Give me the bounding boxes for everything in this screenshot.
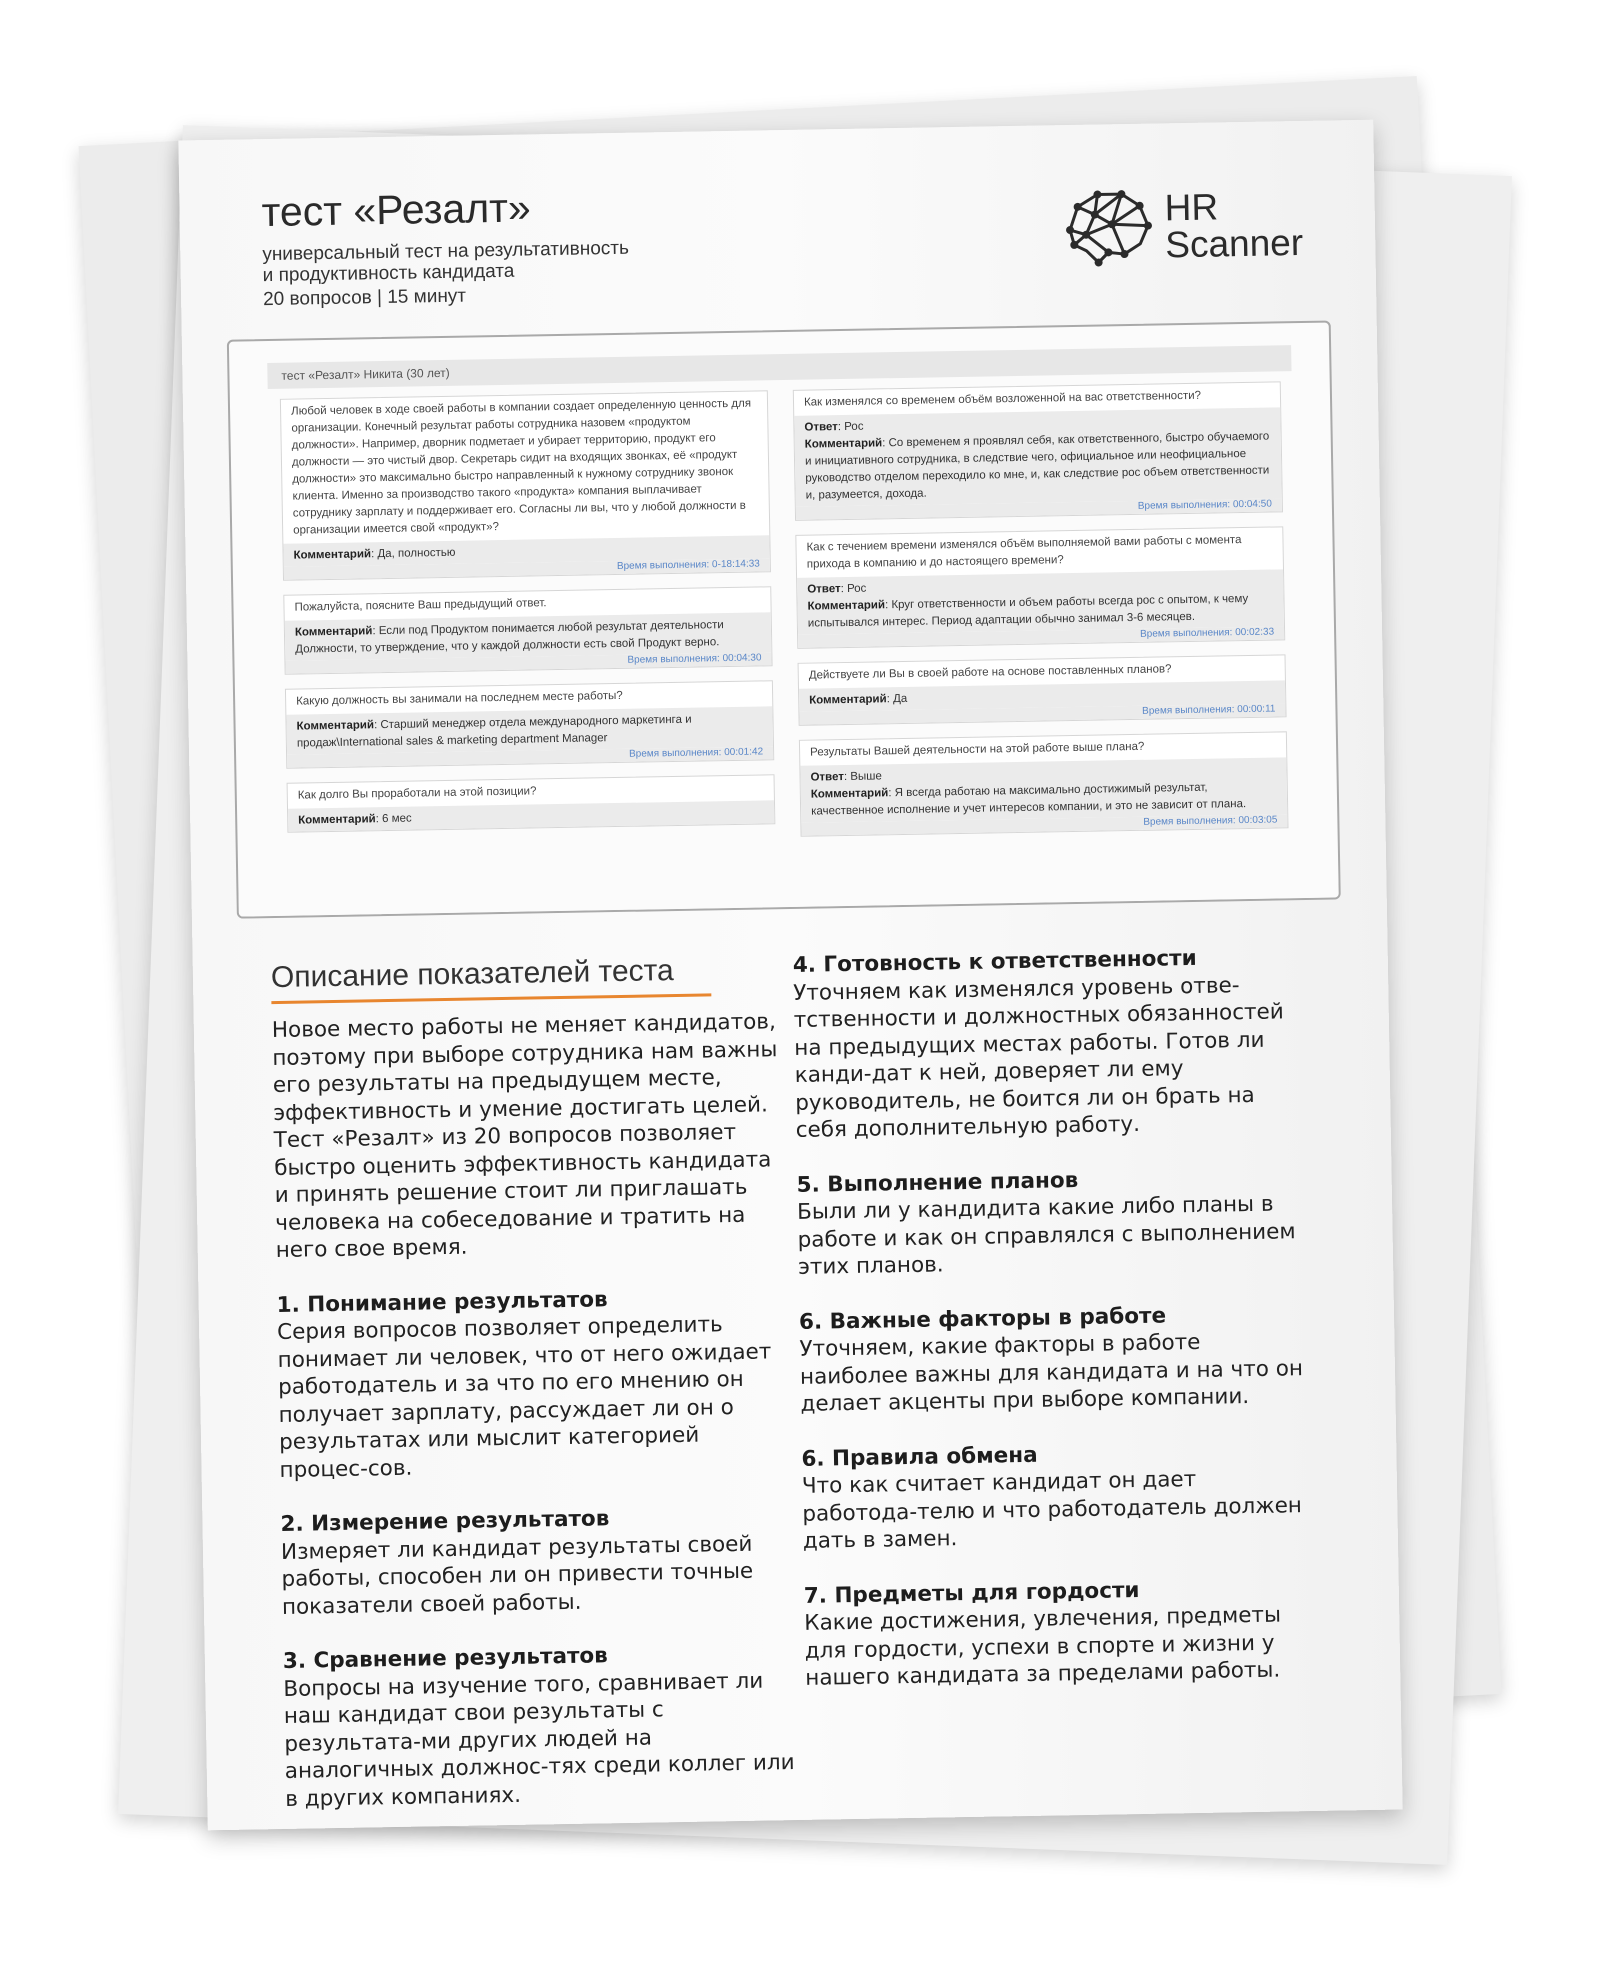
comment-value: : Если под Продуктом понимается любой результат деятельности Должности, то утверждение, что у каждой должности есть свой Продукт верно.	[295, 619, 724, 656]
indicator-text: Были ли у кандидита какие либо планы в работе и как он справлялся с выполнением этих планов.	[796, 1191, 1296, 1280]
answer-label: Ответ	[810, 771, 845, 784]
completion-time: Время выполнения: 00:00:11	[799, 703, 1285, 724]
indicator-block	[796, 1163, 1308, 1282]
card-question: Какую должность вы занимали на последнем месте работы?	[296, 689, 623, 708]
indicator-text: Уточняем, какие факторы в работе наиболее важны для кандидата и на что он делает акценты при выборе компании.	[799, 1329, 1304, 1417]
indicator-block	[799, 1300, 1311, 1419]
comment-label: Комментарий	[810, 787, 889, 801]
completion-time: Время выполнения: 00:02:33	[798, 626, 1284, 647]
card-question: Как с течением времени изменялся объём выполняемой вами работы с момента прихода в компанию и до настоящего времени?	[806, 534, 1242, 571]
indicator-text: Вопросы на изучение того, сравнивает ли наш кандидат свои результаты с результата-ми других людей на аналогичных должнос-тях среди коллег или в других компаниях.	[283, 1668, 795, 1812]
answer-value: : Рос	[837, 420, 864, 434]
comment-row	[807, 591, 1274, 633]
card-answer-block	[797, 569, 1284, 634]
card-question: Результаты Вашей деятельности на этой работе выше плана?	[810, 740, 1145, 759]
fade-overlay	[238, 852, 1339, 916]
section-title-underline	[271, 993, 711, 1004]
comment-row	[298, 804, 764, 829]
indicator-block	[283, 1639, 796, 1813]
indicator-heading: 6. Важные факторы в работе	[798, 1302, 1167, 1335]
answer-value: : Выше	[843, 770, 882, 784]
card-question: Действуете ли Вы в своей работе на основе поставленных планов?	[808, 663, 1172, 682]
description-column-right	[793, 943, 1316, 1719]
completion-time: Время выполнения: 0-18:14:33	[284, 558, 770, 579]
test-results-screenshot	[227, 320, 1341, 918]
comment-value: : Да, полностью	[370, 546, 456, 561]
hr-scanner-logo	[1059, 181, 1321, 276]
brain-network-icon	[1059, 184, 1155, 271]
logo-text-line: HR	[1164, 186, 1219, 229]
result-card	[283, 586, 772, 675]
card-question: Пожалуйста, поясните Ваш предыдущий ответ.	[294, 597, 547, 614]
completion-time: Время выполнения: 00:04:50	[796, 498, 1282, 519]
indicator-heading: 3. Сравнение результатов	[282, 1643, 609, 1674]
card-question: Как долго Вы проработали на этой позиции?	[297, 785, 537, 802]
card-answer-block	[794, 407, 1282, 506]
subtitle-line: и продуктивность кандидата	[262, 260, 515, 287]
comment-value: : Старший менеджер отдела международного маркетинга и продаж\International sales & marketing department Manager	[296, 713, 692, 750]
indicator-heading: 5. Выполнение планов	[796, 1167, 1079, 1198]
comment-label: Комментарий	[809, 693, 887, 707]
indicator-block	[804, 1573, 1316, 1692]
result-card	[287, 774, 776, 833]
result-card	[799, 731, 1289, 837]
indicator-text: Измеряет ли кандидат результаты своей работы, способен ли он привести точные показатели своей работы.	[280, 1531, 754, 1620]
logo-text-line: Scanner	[1164, 221, 1304, 266]
comment-row	[295, 616, 762, 658]
card-answer-block	[800, 757, 1287, 822]
answer-value: : Рос	[840, 582, 867, 596]
indicator-text: Какие достижения, увлечения, предметы для гордости, успехи в спорте и жизни у нашего кандидата за пределами работы.	[804, 1602, 1282, 1691]
result-card	[798, 654, 1287, 726]
comment-value: : Да	[886, 692, 908, 706]
indicator-block	[801, 1436, 1313, 1555]
indicator-heading: 6. Правила обмена	[801, 1442, 1038, 1472]
comment-label: Комментарий	[804, 437, 883, 451]
comment-label: Комментарий	[296, 719, 375, 733]
card-question: Любой человек в ходе своей работы в компании создает определенную ценность для организации. Конечный результат работы сотрудника назовем «продуктом должности». Например, дворник подметает и убирает территорию, продукт его должности — это чистый двор. Секретарь сидит на входящих звонках, её «продукт должности» это максимально быстро направленный к нужному сотруднику звонок клиента. Именно за производство такого «продукта» компания выплачивает сотруднику зарплату и поддерживает его. Согласны ли вы, что у любой должности в организации имеется свой «продукт»?	[290, 397, 752, 537]
comment-row	[811, 778, 1278, 820]
subtitle-line: универсальный тест на результативность	[262, 237, 630, 266]
comment-value: : 6 мес	[375, 812, 412, 826]
intro-text: Новое место работы не меняет кандидатов, поэтому при выборе сотрудника нам важны его результаты на предыдущем месте, эффективность и умение достигать целей. Тест «Резалт» из 20 вопросов позволяет быстро оценить эффективность кандидата и принять решение стоит ли приглашать человека на собеседование и тратить на него свое время.	[271, 1009, 778, 1264]
page-subtitle	[262, 235, 783, 286]
completion-time: Время выполнения: 00:01:42	[287, 746, 773, 767]
indicator-heading: 4. Готовность к ответственности	[792, 945, 1197, 978]
comment-label: Комментарий	[298, 813, 376, 827]
comment-value: : Со временем я проявлял себя, как ответственного, быстро обучаемого и инициативного сотрудника, в следствие чего, официальное или неофициальное руководство отделом переходило ко мне, и, как следствие рос объем ответственности и, разумеется, дохода.	[804, 430, 1270, 502]
comment-label: Комментарий	[294, 625, 373, 639]
indicator-heading: 7. Предметы для гордости	[803, 1577, 1140, 1609]
completion-time: Время выполнения: 00:03:05	[801, 814, 1287, 835]
results-column-left	[280, 390, 776, 846]
indicator-heading: 2. Измерение результатов	[280, 1506, 610, 1537]
result-card	[280, 390, 771, 580]
comment-value: : Круг ответственности и объем работы всегда рос с опытом, к чему испытывался интерес. Период адаптации обычно занимал 3-6 месяцев.	[807, 592, 1249, 630]
answer-label: Ответ	[807, 583, 841, 596]
comment-label: Комментарий	[293, 548, 372, 562]
card-question: Как изменялся со временем объём возложенной на вас ответственности?	[803, 389, 1202, 409]
test-meta: 20 вопросов | 15 минут	[262, 285, 467, 311]
comment-label: Комментарий	[807, 599, 886, 613]
indicator-block	[793, 943, 1306, 1144]
indicator-block	[276, 1283, 789, 1484]
document-page	[178, 120, 1402, 1831]
comment-row	[805, 429, 1272, 505]
results-title-bar: тест «Резалт» Никита (30 лет)	[267, 345, 1291, 389]
result-card	[793, 381, 1283, 520]
result-card	[795, 526, 1285, 648]
indicator-text: Уточняем как изменялся уровень отве-тственности и должностных обязанностей на предыдущих местах работы. Готов ли канди-дат к ней, доверяет ли ему руководитель, не боится ли он брать на себя дополнительную работу.	[793, 972, 1284, 1143]
completion-time: Время выполнения: 00:04:30	[285, 652, 771, 673]
section-title: Описание показателей теста	[270, 954, 674, 995]
indicator-block	[280, 1502, 792, 1621]
indicator-heading: 1. Понимание результатов	[276, 1286, 608, 1318]
results-column-right	[793, 381, 1289, 850]
comment-row	[296, 710, 763, 752]
page-title: тест «Резалт»	[261, 184, 532, 236]
answer-label: Ответ	[804, 421, 838, 434]
comment-value: : Я всегда работаю на максимально достижимый результат, качественное исполнение и учет интересов компании, и это не зависит от плана.	[811, 781, 1247, 818]
indicator-text: Серия вопросов позволяет определить понимает ли человек, что от него ожидает работодатель и за что по его мнению он получает зарплату, рассуждает ли он о результатах или мыслит категорией процес-сов.	[276, 1312, 772, 1483]
result-card	[285, 680, 774, 769]
description-column-left	[272, 1008, 796, 1840]
intro-paragraph	[272, 1008, 786, 1264]
indicator-text: Что как считает кандидат он дает работода-телю и что работодатель должен дать в замен.	[801, 1466, 1303, 1554]
logo-wordmark	[1164, 186, 1304, 266]
